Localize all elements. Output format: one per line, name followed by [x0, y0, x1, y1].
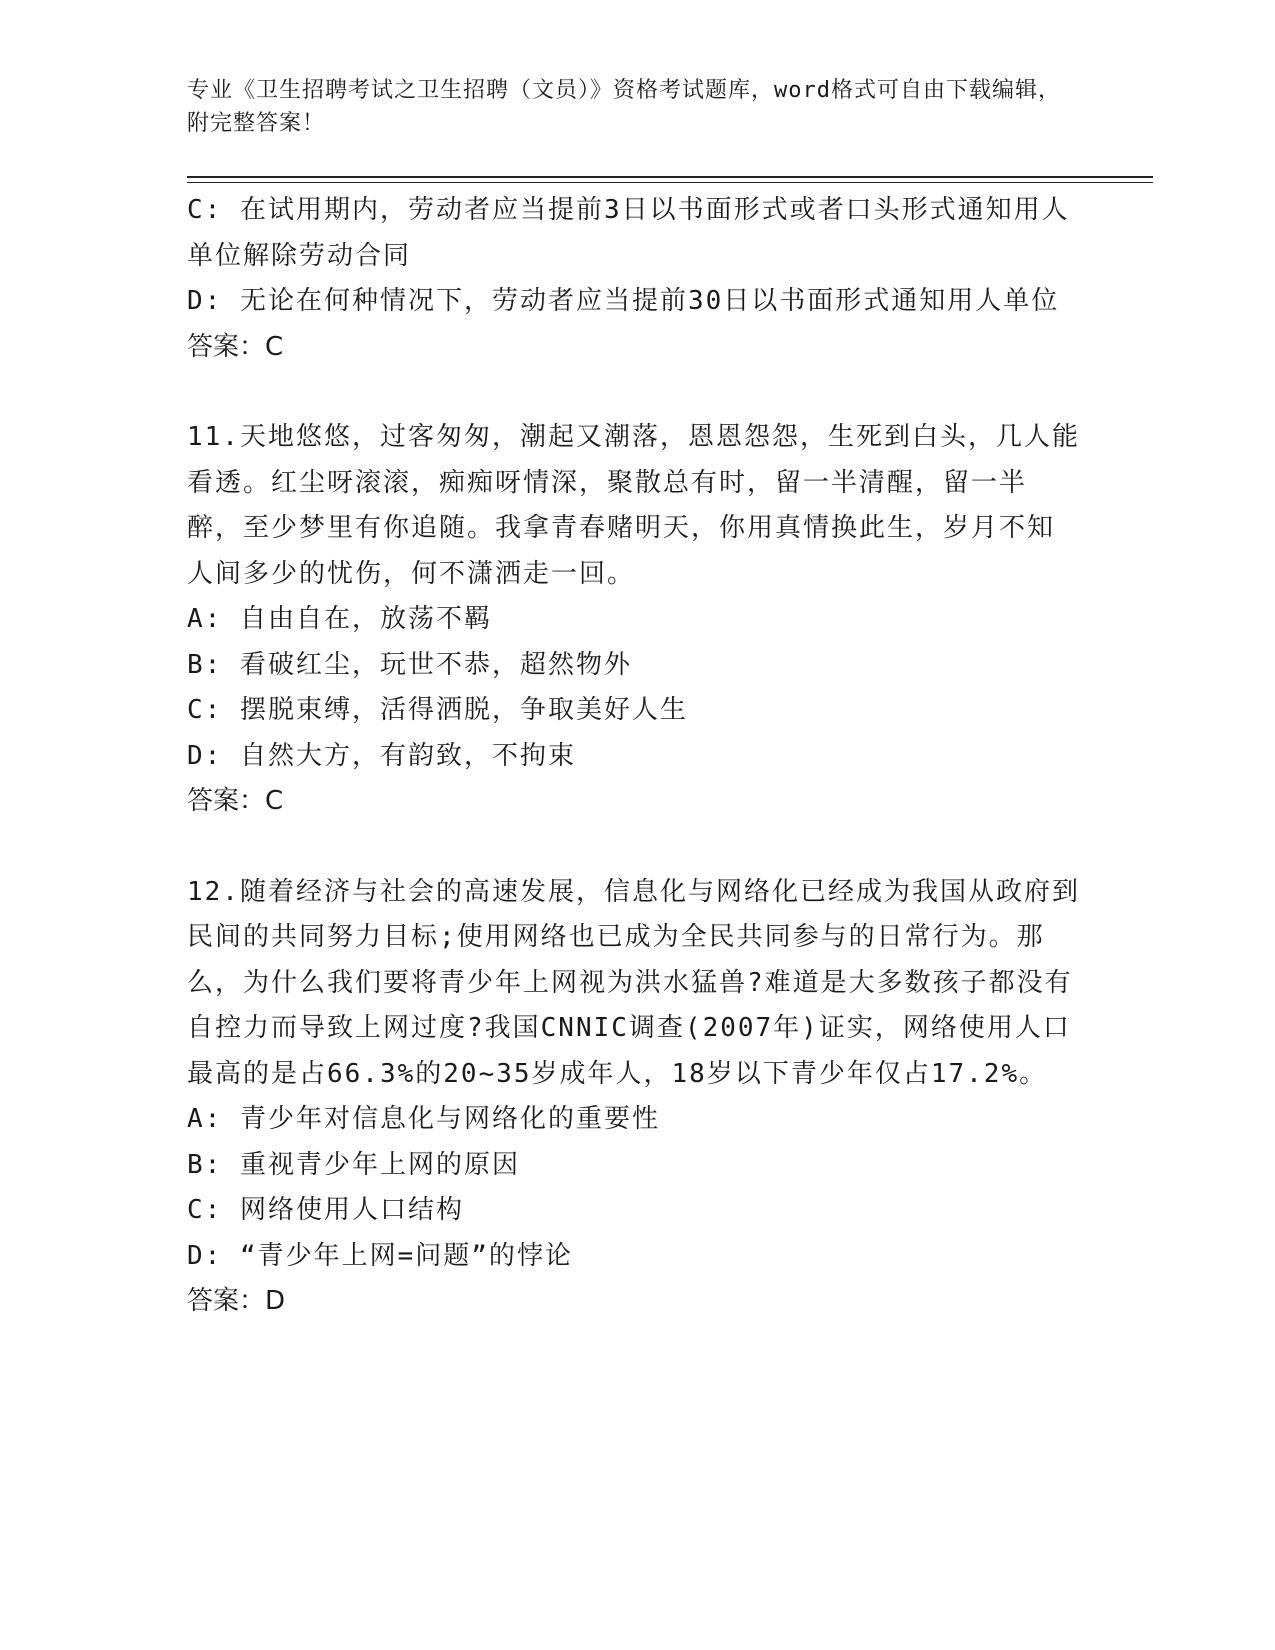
header-divider-thick: [187, 176, 1153, 178]
option-b: B: 重视青少年上网的原因: [187, 1149, 520, 1180]
option-d: D: 无论在何种情况下，劳动者应当提前30日以书面形式通知用人单位: [187, 286, 1060, 316]
answer-line: 答案：D: [187, 1286, 286, 1316]
answer-line: 答案：C: [187, 786, 284, 816]
option-c: C: 网络使用人口结构: [187, 1195, 464, 1225]
question-stem: 12.随着经济与社会的高速发展，信息化与网络化已经成为我国从政府到民间的共同努力目标;使用网络也已成为全民共同参与的日常行为。那么，为什么我们要将青少年上网视为洪水猛兽?难道是大多数孩子都没有自控力而导致上网过度?我国CNNIC调查(2007年)证实，网络使用人口最高的是占66.3%的20~35岁成年人，18岁以下青少年仅占17.2%。: [187, 876, 1080, 1089]
option-d: D: “青少年上网=问题”的悖论: [187, 1240, 573, 1271]
option-a: A: 青少年对信息化与网络化的重要性: [187, 1104, 660, 1134]
option-c: C: 在试用期内，劳动者应当提前3日以书面形式或者口头形式通知用人单位解除劳动合同: [187, 195, 1070, 271]
question-stem: 11.天地悠悠，过客匆匆，潮起又潮落，恩恩怨怨，生死到白头，几人能看透。红尘呀滚滚，痴痴呀情深，聚散总有时，留一半清醒，留一半醉，至少梦里有你追随。我拿青春赌明天，你用真情换此生，岁月不知人间多少的忧伤，何不潇洒走一回。: [187, 422, 1080, 589]
header-divider-thin: [187, 182, 1153, 183]
document-header: 专业《卫生招聘考试之卫生招聘（文员）》资格考试题库，word格式可自由下载编辑，附完整答案！: [187, 78, 1061, 136]
option-c: C: 摆脱束缚，活得洒脱，争取美好人生: [187, 695, 688, 725]
option-d: D: 自然大方，有韵致，不拘束: [187, 740, 576, 771]
question-11: [187, 415, 1087, 825]
answer-line: 答案：C: [187, 331, 284, 362]
option-a: A: 自由自在，放荡不羁: [187, 604, 492, 634]
option-b: B: 看破红尘，玩世不恭，超然物外: [187, 649, 632, 680]
question-12: [187, 870, 1087, 1325]
document-body: [187, 188, 1087, 1325]
spacer: [187, 825, 1087, 870]
question-10-continued: [187, 188, 1087, 370]
spacer: [187, 370, 1087, 415]
